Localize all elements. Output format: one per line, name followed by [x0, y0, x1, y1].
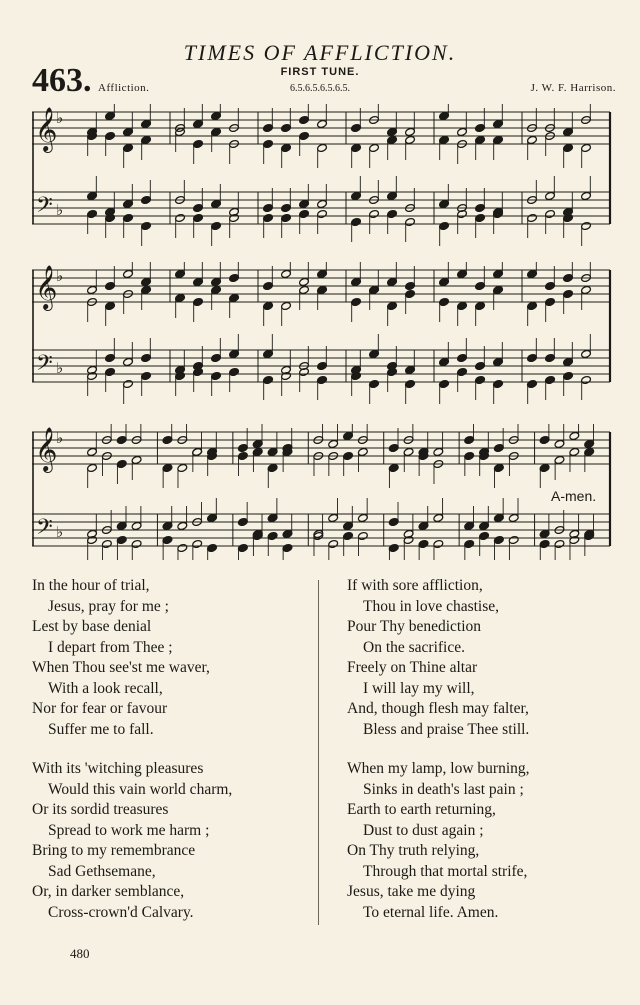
- note-head: [299, 131, 310, 140]
- note-head: [527, 269, 538, 278]
- note-head: [177, 463, 188, 472]
- note-head: [267, 513, 278, 522]
- note-head: [105, 353, 116, 362]
- note-head: [328, 439, 339, 448]
- note-head: [554, 439, 565, 448]
- note-head: [554, 539, 565, 548]
- note-head: [229, 273, 240, 282]
- note-head: [493, 535, 504, 544]
- note-head: [357, 513, 368, 522]
- note-head: [563, 289, 574, 298]
- note-head: [299, 277, 310, 286]
- note-head: [433, 447, 444, 456]
- note-head: [493, 379, 504, 388]
- note-head: [405, 127, 416, 136]
- note-head: [539, 463, 550, 472]
- note-head: [527, 301, 538, 310]
- note-head: [418, 539, 429, 548]
- note-head: [479, 521, 490, 530]
- note-head: [281, 203, 292, 212]
- verse-line: Thou in love chastise,: [363, 597, 500, 615]
- note-head: [508, 513, 519, 522]
- verse-line: Jesus, take me dying: [347, 883, 476, 900]
- note-head: [343, 451, 354, 460]
- note-head: [457, 127, 468, 136]
- verse-line: Earth to earth returning,: [347, 801, 496, 818]
- note-head: [545, 297, 556, 306]
- note-head: [563, 273, 574, 282]
- note-head: [281, 213, 292, 222]
- note-head: [263, 301, 274, 310]
- bass-clef-icon: 𝄢: [36, 351, 53, 381]
- note-head: [263, 213, 274, 222]
- music-system-2: [32, 262, 618, 407]
- note-head: [263, 375, 274, 384]
- note-head: [439, 135, 450, 144]
- note-head: [141, 119, 152, 128]
- note-head: [317, 375, 328, 384]
- note-head: [105, 281, 116, 290]
- verse-line: When Thou see'st me waver,: [32, 659, 210, 676]
- note-head: [581, 375, 592, 384]
- note-head: [464, 539, 475, 548]
- note-head: [388, 443, 399, 452]
- treble-clef-icon: 𝄞: [35, 265, 58, 309]
- note-head: [317, 361, 328, 370]
- note-head: [123, 213, 134, 222]
- note-head: [141, 353, 152, 362]
- hymn-name: Affliction.: [98, 82, 150, 94]
- note-head: [229, 293, 240, 302]
- note-head: [141, 195, 152, 204]
- note-head: [405, 135, 416, 144]
- note-head: [207, 543, 218, 552]
- note-head: [177, 543, 188, 552]
- note-head: [475, 135, 486, 144]
- verses-right-column: [347, 576, 530, 942]
- note-head: [207, 513, 218, 522]
- note-head: [281, 143, 292, 152]
- note-head: [211, 353, 222, 362]
- note-head: [439, 199, 450, 208]
- note-head: [263, 349, 274, 358]
- note-head: [299, 285, 310, 294]
- verse-line: With a look recall,: [48, 679, 163, 697]
- note-head: [263, 203, 274, 212]
- note-head: [563, 143, 574, 152]
- verse-line: Through that mortal strife,: [363, 862, 528, 880]
- note-head: [131, 521, 142, 530]
- treble-clef-icon: 𝄞: [35, 427, 58, 471]
- note-head: [563, 357, 574, 366]
- note-head: [493, 443, 504, 452]
- note-head: [105, 111, 116, 120]
- verse-line: To eternal life. Amen.: [363, 903, 499, 921]
- note-head: [388, 463, 399, 472]
- verse-3: [347, 576, 530, 740]
- note-head: [475, 213, 486, 222]
- verse-line: Sinks in death's last pain ;: [363, 780, 524, 798]
- note-head: [581, 285, 592, 294]
- verse-line: On Thy truth relying,: [347, 842, 480, 859]
- note-head: [267, 531, 278, 540]
- note-head: [369, 143, 380, 152]
- note-head: [263, 123, 274, 132]
- verse-line: Spread to work me harm ;: [48, 821, 210, 839]
- note-head: [351, 191, 362, 200]
- note-head: [569, 431, 580, 440]
- note-head: [405, 379, 416, 388]
- note-head: [357, 447, 368, 456]
- note-head: [457, 367, 468, 376]
- note-head: [475, 375, 486, 384]
- note-head: [439, 221, 450, 230]
- page-number: 480: [70, 946, 90, 961]
- music-system-1: [32, 104, 618, 254]
- note-head: [581, 349, 592, 358]
- meter-signature: 6.5.6.5.6.5.6.5.: [290, 83, 350, 94]
- note-head: [237, 517, 248, 526]
- note-head: [369, 349, 380, 358]
- note-head: [192, 539, 203, 548]
- note-head: [87, 209, 98, 218]
- note-head: [175, 269, 186, 278]
- note-head: [527, 213, 538, 222]
- verse-line: Nor for fear or favour: [32, 700, 168, 717]
- note-head: [193, 277, 204, 286]
- note-head: [351, 277, 362, 286]
- note-head: [387, 191, 398, 200]
- note-head: [493, 119, 504, 128]
- note-head: [545, 353, 556, 362]
- note-head: [387, 301, 398, 310]
- note-head: [493, 285, 504, 294]
- note-head: [351, 143, 362, 152]
- note-head: [328, 539, 339, 548]
- note-head: [229, 349, 240, 358]
- note-head: [131, 455, 142, 464]
- note-head: [439, 379, 450, 388]
- verse-line: Lest by base denial: [32, 618, 152, 635]
- note-head: [237, 451, 248, 460]
- key-signature-flat-icon: ♭: [56, 359, 64, 377]
- note-head: [457, 269, 468, 278]
- note-head: [229, 367, 240, 376]
- note-head: [192, 447, 203, 456]
- hymn-number: 463.: [32, 62, 92, 99]
- verse-line: Jesus, pray for me ;: [48, 597, 169, 615]
- note-head: [267, 463, 278, 472]
- note-head: [581, 143, 592, 152]
- note-head: [162, 535, 173, 544]
- key-signature-flat-icon: ♭: [56, 201, 64, 219]
- note-head: [403, 447, 414, 456]
- note-head: [527, 379, 538, 388]
- note-head: [545, 191, 556, 200]
- note-head: [418, 521, 429, 530]
- note-head: [252, 447, 263, 456]
- note-head: [317, 269, 328, 278]
- note-head: [539, 529, 550, 538]
- note-head: [433, 539, 444, 548]
- verse-line: Freely on Thine altar: [347, 659, 478, 676]
- note-head: [317, 119, 328, 128]
- note-head: [211, 111, 222, 120]
- note-head: [527, 353, 538, 362]
- note-head: [105, 367, 116, 376]
- note-head: [569, 447, 580, 456]
- note-head: [439, 297, 450, 306]
- note-head: [479, 531, 490, 540]
- note-head: [405, 217, 416, 226]
- note-head: [175, 293, 186, 302]
- note-head: [475, 123, 486, 132]
- note-head: [527, 135, 538, 144]
- note-head: [464, 451, 475, 460]
- note-head: [508, 535, 519, 544]
- verse-line: Or its sordid treasures: [32, 801, 169, 818]
- note-head: [388, 517, 399, 526]
- note-head: [267, 447, 278, 456]
- note-head: [464, 521, 475, 530]
- note-head: [584, 447, 595, 456]
- note-head: [328, 513, 339, 522]
- note-head: [193, 213, 204, 222]
- note-head: [493, 135, 504, 144]
- note-head: [581, 191, 592, 200]
- note-head: [317, 285, 328, 294]
- note-head: [369, 209, 380, 218]
- note-head: [387, 277, 398, 286]
- note-head: [87, 447, 98, 456]
- note-head: [539, 539, 550, 548]
- verse-line: I will lay my will,: [363, 679, 475, 697]
- verse-line: When my lamp, low burning,: [347, 760, 530, 777]
- note-head: [317, 199, 328, 208]
- note-head: [282, 529, 293, 538]
- note-head: [584, 439, 595, 448]
- note-head: [299, 209, 310, 218]
- note-head: [343, 521, 354, 530]
- note-head: [433, 513, 444, 522]
- note-head: [211, 127, 222, 136]
- verse-line: I depart from Thee ;: [48, 638, 173, 656]
- note-head: [281, 269, 292, 278]
- note-head: [351, 297, 362, 306]
- note-head: [545, 209, 556, 218]
- verse-line: On the sacrifice.: [363, 638, 465, 656]
- key-signature-flat-icon: ♭: [56, 109, 64, 127]
- note-head: [439, 111, 450, 120]
- note-head: [405, 289, 416, 298]
- note-head: [237, 543, 248, 552]
- note-head: [545, 375, 556, 384]
- note-head: [211, 199, 222, 208]
- key-signature-flat-icon: ♭: [56, 429, 64, 447]
- note-head: [116, 521, 127, 530]
- verse-line: If with sore affliction,: [347, 577, 483, 594]
- note-head: [105, 301, 116, 310]
- note-head: [141, 135, 152, 144]
- music-system-3: [32, 424, 618, 560]
- note-head: [131, 539, 142, 548]
- note-head: [317, 209, 328, 218]
- note-head: [211, 371, 222, 380]
- verse-line: With its 'witching pleasures: [32, 760, 204, 777]
- verse-line: Sad Gethsemane,: [48, 862, 156, 880]
- note-head: [123, 269, 134, 278]
- note-head: [162, 463, 173, 472]
- note-head: [581, 221, 592, 230]
- note-head: [141, 221, 152, 230]
- verse-line: Bless and praise Thee still.: [363, 720, 530, 738]
- note-head: [475, 203, 486, 212]
- verse-line: Bring to my remembrance: [32, 842, 196, 859]
- note-head: [317, 143, 328, 152]
- note-head: [439, 277, 450, 286]
- note-head: [369, 285, 380, 294]
- verse-2: [32, 759, 232, 923]
- note-head: [554, 455, 565, 464]
- note-head: [116, 535, 127, 544]
- note-head: [123, 357, 134, 366]
- verse-line: Cross-crown'd Calvary.: [48, 903, 194, 921]
- note-head: [405, 365, 416, 374]
- note-head: [141, 371, 152, 380]
- note-head: [369, 379, 380, 388]
- note-head: [281, 301, 292, 310]
- note-head: [105, 131, 116, 140]
- verse-1: [32, 576, 232, 740]
- note-head: [252, 439, 263, 448]
- note-head: [175, 127, 186, 136]
- bass-clef-icon: 𝄢: [36, 193, 53, 223]
- verses-left-column: [32, 576, 232, 942]
- note-head: [351, 217, 362, 226]
- bass-clef-icon: 𝄢: [36, 515, 53, 545]
- amen-label: A-men.: [551, 488, 597, 504]
- note-head: [123, 379, 134, 388]
- section-title: TIMES OF AFFLICTION.: [183, 40, 457, 65]
- note-head: [116, 459, 127, 468]
- verse-line: Dust to dust again ;: [363, 821, 484, 839]
- note-head: [351, 123, 362, 132]
- note-head: [493, 269, 504, 278]
- note-head: [343, 431, 354, 440]
- note-head: [263, 281, 274, 290]
- note-head: [177, 521, 188, 530]
- note-head: [387, 209, 398, 218]
- note-head: [388, 543, 399, 552]
- note-head: [387, 127, 398, 136]
- key-signature-flat-icon: ♭: [56, 523, 64, 541]
- note-head: [141, 285, 152, 294]
- key-signature-flat-icon: ♭: [56, 267, 64, 285]
- note-head: [357, 531, 368, 540]
- note-head: [116, 435, 127, 444]
- note-head: [457, 301, 468, 310]
- composer-name: J. W. F. Harrison.: [530, 82, 616, 94]
- note-head: [493, 357, 504, 366]
- note-head: [141, 277, 152, 286]
- note-head: [193, 119, 204, 128]
- note-head: [101, 539, 112, 548]
- note-head: [545, 281, 556, 290]
- note-head: [343, 531, 354, 540]
- note-head: [387, 135, 398, 144]
- note-head: [237, 443, 248, 452]
- note-head: [123, 143, 134, 152]
- column-divider: [318, 580, 319, 925]
- note-head: [563, 371, 574, 380]
- note-head: [475, 361, 486, 370]
- verse-line: Would this vain world charm,: [48, 780, 233, 798]
- verse-line: In the hour of trial,: [32, 577, 150, 594]
- note-head: [193, 297, 204, 306]
- note-head: [299, 115, 310, 124]
- note-head: [563, 127, 574, 136]
- note-head: [464, 435, 475, 444]
- note-head: [123, 127, 134, 136]
- note-head: [87, 285, 98, 294]
- verse-line: Pour Thy benediction: [347, 618, 482, 635]
- verse-4: [347, 759, 530, 923]
- note-head: [281, 123, 292, 132]
- note-head: [87, 463, 98, 472]
- note-head: [263, 139, 274, 148]
- verse-line: And, though flesh may falter,: [347, 700, 529, 717]
- note-head: [211, 285, 222, 294]
- note-head: [162, 435, 173, 444]
- note-head: [211, 221, 222, 230]
- note-head: [193, 139, 204, 148]
- note-head: [539, 435, 550, 444]
- verse-line: Or, in darker semblance,: [32, 883, 185, 900]
- note-head: [475, 301, 486, 310]
- note-head: [405, 281, 416, 290]
- note-head: [475, 281, 486, 290]
- note-head: [299, 199, 310, 208]
- note-head: [282, 543, 293, 552]
- tune-label: FIRST TUNE.: [280, 66, 360, 78]
- note-head: [457, 353, 468, 362]
- note-head: [211, 277, 222, 286]
- note-head: [175, 213, 186, 222]
- note-head: [493, 513, 504, 522]
- note-head: [123, 199, 134, 208]
- note-head: [439, 357, 450, 366]
- verse-line: Suffer me to fall.: [48, 720, 154, 738]
- note-head: [493, 463, 504, 472]
- note-head: [162, 521, 173, 530]
- note-head: [87, 191, 98, 200]
- note-head: [193, 203, 204, 212]
- treble-clef-icon: 𝄞: [35, 107, 58, 151]
